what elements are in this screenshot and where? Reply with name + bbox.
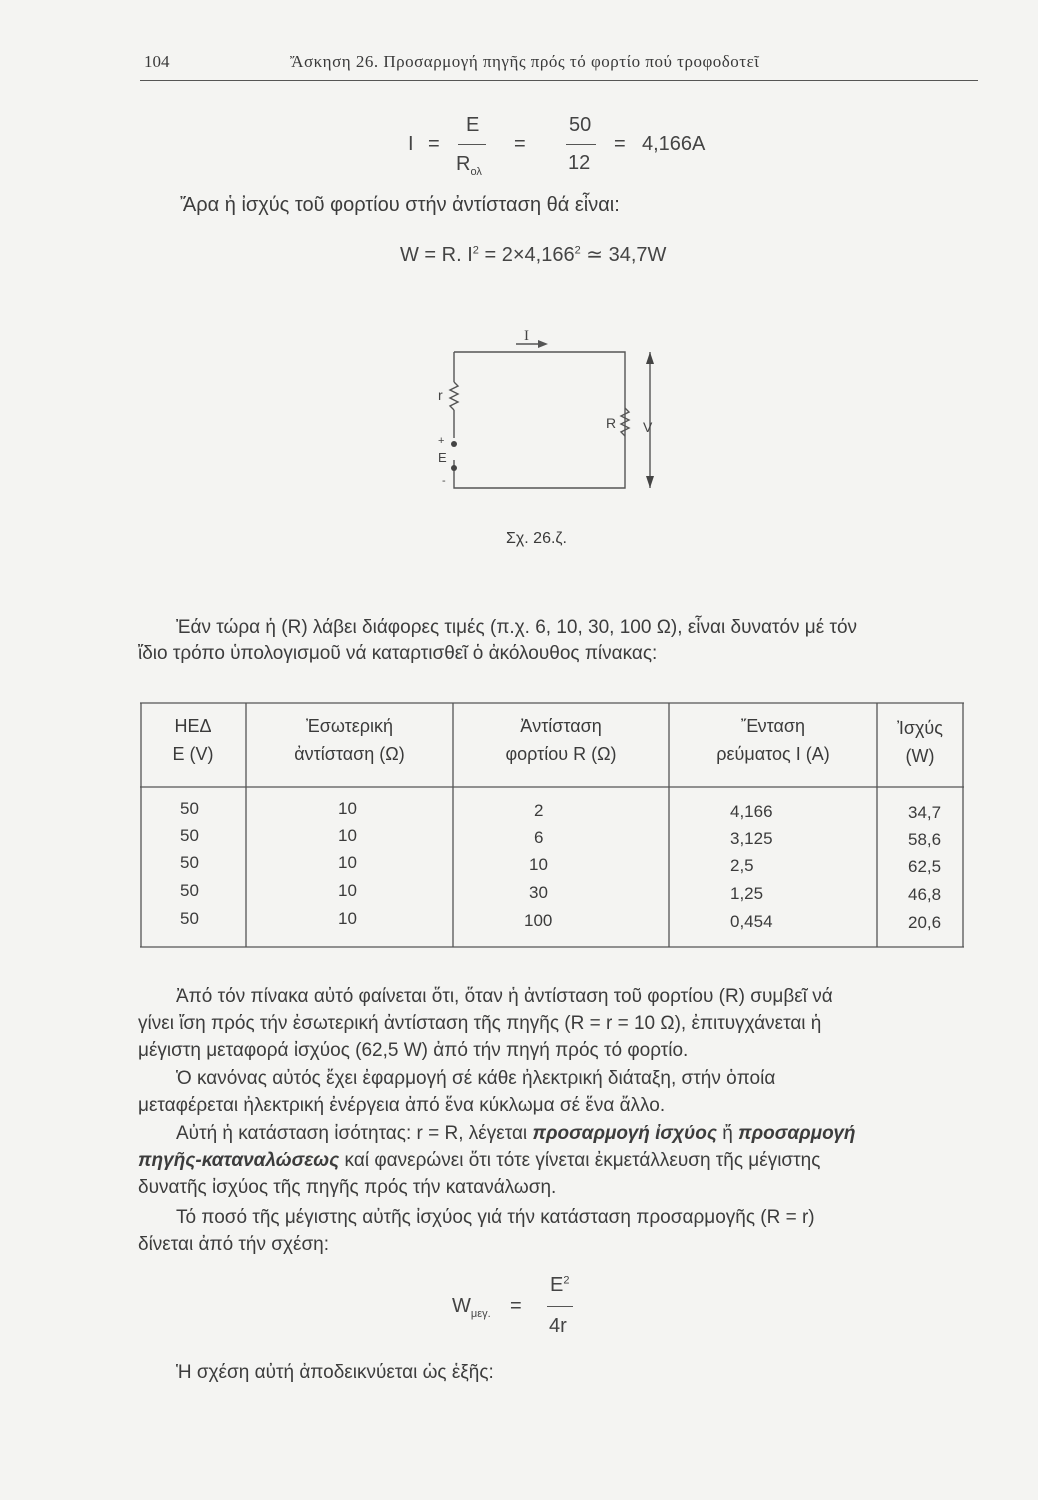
battery-terminal-icon xyxy=(451,465,457,471)
table-cell: 46,8 xyxy=(908,885,942,904)
formula-max-eq: = xyxy=(510,1295,522,1317)
table-cell: 10 xyxy=(338,826,357,845)
formula-max-num: $E^2$ xyxy=(550,1274,570,1296)
paragraph-4-line-1: Αὐτή ἡ κατάσταση ἰσότητας: r = R, λέγεται προσαρμογή ἰσχύος ἤ προσαρμογή xyxy=(176,1123,856,1144)
table-cell: 1,25 xyxy=(730,884,764,903)
table-cell: 62,5 xyxy=(908,857,942,876)
paragraph-2-line-2: γίνει ἴση πρός τήν ἐσωτερική ἀντίσταση τῆς πηγῆς (R = r = 10 Ω), ἐπιτυγχάνεται ἡ xyxy=(138,1013,822,1034)
label-E: E xyxy=(438,450,447,465)
battery-terminal-icon xyxy=(451,441,457,447)
table-header-current: Ἔνταση ρεύματος I (A) xyxy=(716,716,830,764)
data-table xyxy=(140,702,964,948)
paragraph-2-line-1: Ἀπό τόν πίνακα αὐτό φαίνεται ὅτι, ὅταν ἡ ἀντίσταση τοῦ φορτίου (R) συμβεῖ νά xyxy=(176,986,833,1007)
table-cell: 58,6 xyxy=(908,830,942,849)
table-cell: 100 xyxy=(524,911,553,930)
table-cell: 2,5 xyxy=(730,856,754,875)
term-power-matching: προσαρμογή ἰσχύος xyxy=(532,1123,717,1144)
power-intro-text: Ἄρα ἡ ἰσχύς τοῦ φορτίου στήν ἀντίσταση θά εἶναι: xyxy=(180,194,620,216)
table-header-internal-resistance: Ἐσωτερική ἀντίσταση (Ω) xyxy=(294,716,405,764)
circuit-diagram xyxy=(420,320,680,525)
table-cell: 34,7 xyxy=(908,803,942,822)
table-cell: 4,166 xyxy=(730,802,773,821)
table-header-load-resistance: Ἀντίσταση φορτίου R (Ω) xyxy=(505,716,617,764)
table-cell: 50 xyxy=(180,853,199,872)
table-cell: 10 xyxy=(338,909,357,928)
table-cell: 20,6 xyxy=(908,913,942,932)
term-source-load: πηγῆς-καταναλώσεως xyxy=(138,1150,340,1171)
label-r: r xyxy=(438,387,443,403)
fraction-bar xyxy=(566,144,596,145)
running-title: Ἄσκηση 26. Προσαρμογή πηγῆς πρός τό φορτίο πού τροφοδοτεῖ xyxy=(290,52,760,71)
voltage-arrow-bottom-icon xyxy=(646,476,654,488)
formula-power: W = R. $I^2 = 2\times 4,166^2$ ≃ 34,7W xyxy=(400,244,667,266)
label-V: V xyxy=(643,419,653,435)
circuit-wire xyxy=(454,352,625,488)
formula-current-num1: E xyxy=(466,114,480,136)
paragraph-1-line-2: ἴδιο τρόπο ὑπολογισμοῦ νά καταρτισθεῖ ὁ ἀκόλουθος πίνακας: xyxy=(138,643,658,664)
figure-caption: Σχ. 26.ζ. xyxy=(506,530,567,547)
paragraph-2-line-3: μέγιστη μεταφορά ἰσχύος (62,5 W) ἀπό τήν πηγή πρός τό φορτίο. xyxy=(138,1040,689,1061)
table-cell: 2 xyxy=(534,801,544,820)
table-cell: 10 xyxy=(529,855,548,874)
label-plus: + xyxy=(438,435,445,447)
formula-current-result: 4,166A xyxy=(642,133,706,155)
term-source-load-matching: προσαρμογή xyxy=(738,1123,856,1144)
formula-current-lhs: I xyxy=(408,133,414,155)
paragraph-1-line-1: Ἐάν τώρα ἡ (R) λάβει διάφορες τιμές (π.χ. 6, 10, 30, 100 Ω), εἶναι δυνατόν μέ τόν xyxy=(176,617,858,638)
table-cell: 10 xyxy=(338,853,357,872)
formula-current-eq2: = xyxy=(514,133,526,155)
label-R: R xyxy=(606,415,617,431)
table-cell: 0,454 xyxy=(730,912,773,931)
fraction-bar xyxy=(547,1306,573,1307)
formula-current-den2: 12 xyxy=(568,152,591,174)
paragraph-5-line-2: δίνεται ἀπό τήν σχέση: xyxy=(138,1234,330,1255)
fraction-bar xyxy=(458,144,486,145)
table-cell: 10 xyxy=(338,881,357,900)
label-current: I xyxy=(524,328,529,344)
table-cell: 10 xyxy=(338,799,357,818)
formula-current-eq3: = xyxy=(614,133,626,155)
page-header xyxy=(140,50,978,81)
paragraph-4-line-2: πηγῆς-καταναλώσεως καί φανερώνει ὅτι τότε γίνεται ἐκμετάλλευση τῆς μέγιστης xyxy=(138,1150,821,1171)
formula-current-den1: $R_{o\lambda}$ xyxy=(456,153,482,178)
table-cell: 50 xyxy=(180,881,199,900)
resistor-r-symbol xyxy=(450,382,458,410)
formula-current-num2: 50 xyxy=(569,114,592,136)
paragraph-3-line-2: μεταφέρεται ἠλεκτρική ἐνέργεια ἀπό ἕνα κύκλωμα σέ ἕνα ἄλλο. xyxy=(138,1095,666,1116)
table-header-emf: ΗΕΔ E (V) xyxy=(172,716,214,764)
paragraph-5-line-1: Τό ποσό τῆς μέγιστης αὐτῆς ἰσχύος γιά τήν κατάσταση προσαρμογῆς (R = r) xyxy=(176,1207,815,1228)
table-cell: 50 xyxy=(180,799,199,818)
formula-max-lhs: $W_{\mu\varepsilon\gamma.}$ xyxy=(452,1295,491,1320)
table-cell: 6 xyxy=(534,828,544,847)
formula-max-den: 4r xyxy=(549,1315,567,1337)
table-cell: 30 xyxy=(529,883,548,902)
paragraph-4-line-3: δυνατῆς ἰσχύος τῆς πηγῆς πρός τήν κατανάλωση. xyxy=(138,1177,557,1198)
label-minus: - xyxy=(442,475,446,487)
table-cell: 50 xyxy=(180,826,199,845)
paragraph-3-line-1: Ὁ κανόνας αὐτός ἔχει ἐφαρμογή σέ κάθε ἠλεκτρική διάταξη, στήν ὁποία xyxy=(176,1068,776,1089)
current-arrowhead-icon xyxy=(538,340,548,348)
table-header-power: Ἰσχύς (W) xyxy=(897,718,943,766)
closing-text: Ἡ σχέση αὐτή ἀποδεικνύεται ὡς ἑξῆς: xyxy=(176,1362,494,1383)
voltage-arrow-top-icon xyxy=(646,352,654,364)
table-cell: 50 xyxy=(180,909,199,928)
table-cell: 3,125 xyxy=(730,829,773,848)
page-number: 104 xyxy=(144,52,170,71)
formula-current-eq1: = xyxy=(428,133,440,155)
